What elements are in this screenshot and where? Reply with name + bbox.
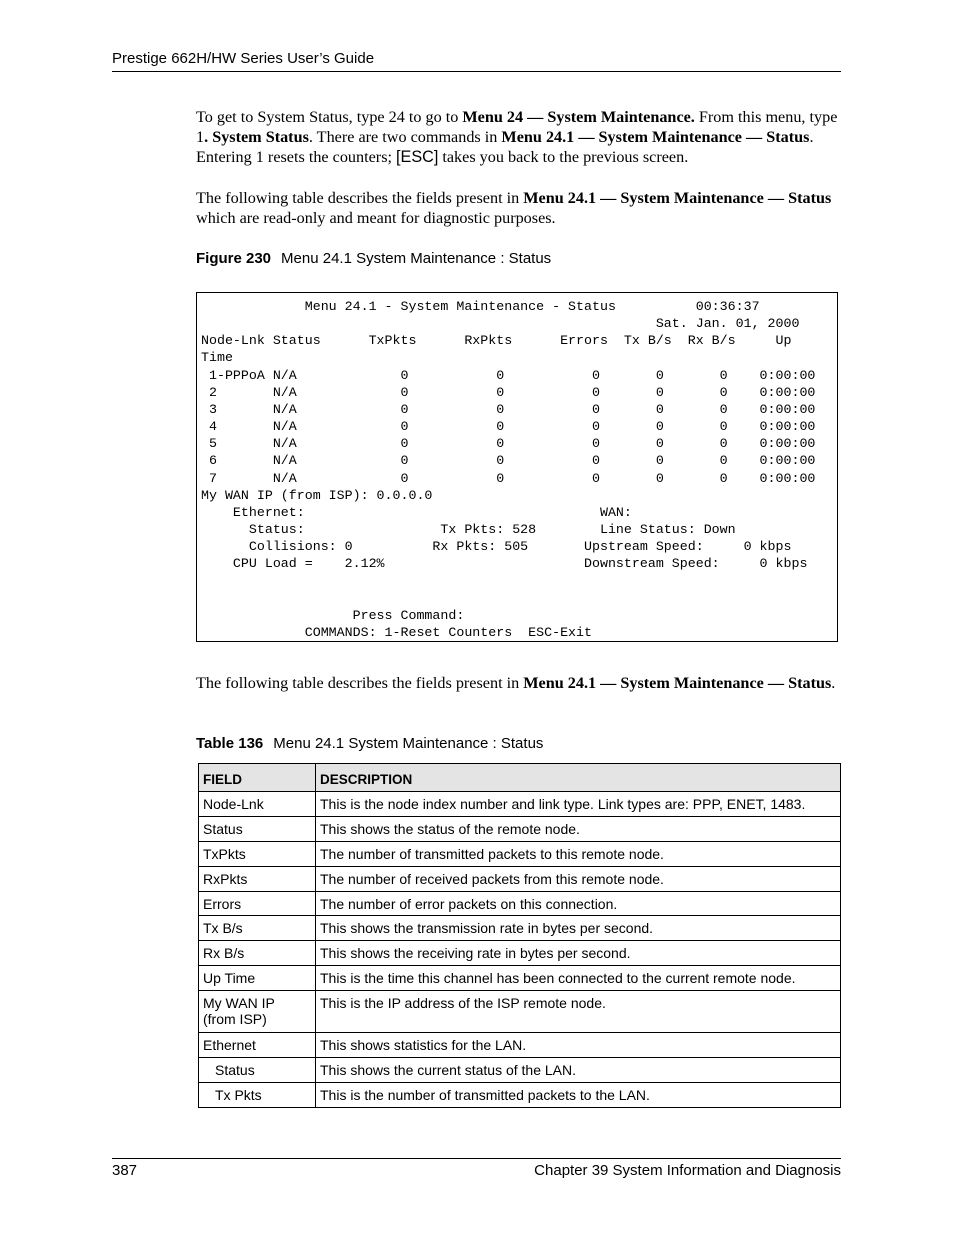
figure-caption [196, 250, 551, 267]
table-row [199, 916, 841, 941]
figure-title: Menu 24.1 System Maintenance : Status [281, 250, 552, 267]
field-header: FIELD [199, 764, 316, 792]
table-row [199, 841, 841, 866]
table-label: Table 136 [196, 735, 264, 752]
figure-label: Figure 230 [196, 250, 272, 267]
table-row [199, 991, 841, 1033]
menu-24-1-ref: Menu 24.1 — System Maintenance — Status [523, 674, 832, 692]
description-cell: This shows the current status of the LAN. [316, 1058, 841, 1083]
description-cell: This is the IP address of the ISP remote node. [316, 991, 841, 1033]
field-cell: Ethernet [199, 1033, 316, 1058]
menu-24-1-ref: Menu 24.1 — System Maintenance — Status [501, 128, 810, 146]
table-row [199, 891, 841, 916]
field-cell: RxPkts [199, 866, 316, 891]
field-cell: My WAN IP (from ISP) [199, 991, 316, 1033]
table-row [199, 941, 841, 966]
description-cell: This shows statistics for the LAN. [316, 1033, 841, 1058]
table-row [199, 1033, 841, 1058]
paragraph-3: The following table describes the fields present in Menu 24.1 — System Maintenance — Status. [196, 674, 836, 692]
field-cell: Status [199, 816, 316, 841]
terminal-screen [196, 292, 838, 642]
page-number: 387 [112, 1162, 138, 1179]
menu-24-ref: Menu 24 — System Maintenance. [462, 108, 695, 126]
terminal-text: Menu 24.1 - System Maintenance - Status 00:36:37 Sat. Jan. 01, 2000 Node-Lnk Status TxPkts RxPkts Errors Tx B/s Rx B/s Up Time 1-PPPoA N/A 0 0 0 0 0 0:00:00 2 N/A 0 0 0 0 0 0:00:00 3 N/A 0 0 0 0 0 0:00:00 4 N/A 0 0 0 0 0 0:00:00 5 N/A 0 0 0 0 0 0:00:00 6 N/A 0 0 0 0 0 0:00:00 7 N/A 0 0 0 0 0 0:00:00 My WAN IP (from ISP): 0.0.0.0 Ethernet: WAN: Status: Tx Pkts: 528 Line Status: Down Collisions: 0 Rx Pkts: 505 Upstream Speed: 0 kbps CPU Load = 2.12% Downstream Speed: 0 kbps Press Command: COMMANDS: 1-Reset Counters ESC-Exit [201, 299, 816, 640]
field-cell: Errors [199, 891, 316, 916]
description-cell: This is the time this channel has been connected to the current remote node. [316, 966, 841, 991]
table-header-row [199, 764, 841, 792]
header-title: Prestige 662H/HW Series User’s Guide [112, 50, 375, 67]
intro-paragraph-1: To get to System Status, type 24 to go to Menu 24 — System Maintenance. From this menu, type 1. System Status. There are two commands in Menu 24.1 — System Maintenance — Status. Entering 1 resets the counters; [ESC] takes you back to the previous screen. [196, 108, 838, 166]
description-cell: This shows the transmission rate in bytes per second. [316, 916, 841, 941]
field-cell: Tx B/s [199, 916, 316, 941]
table-title: Menu 24.1 System Maintenance : Status [273, 735, 544, 752]
system-status-ref: . System Status [204, 128, 309, 146]
description-cell: The number of transmitted packets to this remote node. [316, 841, 841, 866]
description-cell: The number of error packets on this connection. [316, 891, 841, 916]
field-cell: TxPkts [199, 841, 316, 866]
running-footer [112, 1158, 841, 1179]
table-row [199, 792, 841, 817]
description-cell: This shows the status of the remote node. [316, 816, 841, 841]
table-row [199, 966, 841, 991]
intro-paragraph-2: The following table describes the fields present in Menu 24.1 — System Maintenance — Status which are read-only and meant for diagnostic purposes. [196, 189, 832, 227]
table-row [199, 1082, 841, 1107]
field-cell: Node-Lnk [199, 792, 316, 817]
chapter-title: Chapter 39 System Information and Diagnosis [534, 1162, 841, 1179]
description-cell: This shows the receiving rate in bytes per second. [316, 941, 841, 966]
running-header [112, 50, 841, 72]
table-row [199, 816, 841, 841]
menu-24-1-ref: Menu 24.1 — System Maintenance — Status [523, 189, 832, 207]
description-cell: This is the node index number and link type. Link types are: PPP, ENET, 1483. [316, 792, 841, 817]
field-cell: Status [199, 1058, 316, 1083]
table-caption [196, 735, 543, 752]
esc-key: [ESC] [396, 148, 439, 166]
table-row [199, 866, 841, 891]
field-description-table [198, 763, 841, 1108]
description-header: DESCRIPTION [316, 764, 841, 792]
description-cell: The number of received packets from this remote node. [316, 866, 841, 891]
description-cell: This is the number of transmitted packets to the LAN. [316, 1082, 841, 1107]
field-cell: Up Time [199, 966, 316, 991]
field-cell: Tx Pkts [199, 1082, 316, 1107]
table-row [199, 1058, 841, 1083]
field-cell: Rx B/s [199, 941, 316, 966]
